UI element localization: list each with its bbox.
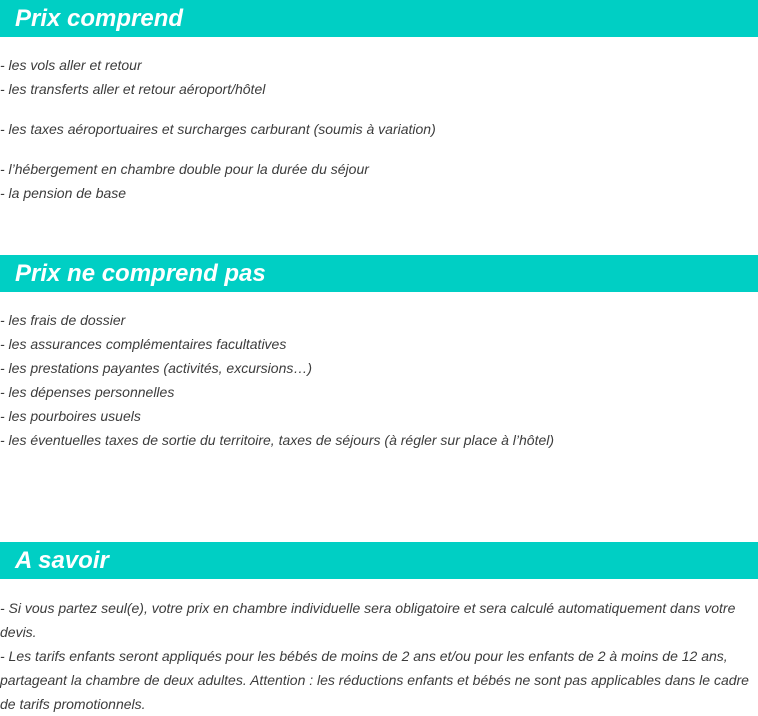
list-item: - les taxes aéroportuaires et surcharges carburant (soumis à variation) xyxy=(0,121,436,137)
list-item: - les éventuelles taxes de sortie du territoire, taxes de séjours (à régler sur place à l’hôtel) xyxy=(0,432,555,448)
list-item: - l’hébergement en chambre double pour la durée du séjour xyxy=(0,161,369,177)
section-header-prix-ne-comprend-pas xyxy=(0,255,758,292)
list-item: - les prestations payantes (activités, excursions…) xyxy=(0,360,313,376)
section-title: Prix comprend xyxy=(15,5,184,32)
list-item: - les frais de dossier xyxy=(0,312,126,328)
section-title: A savoir xyxy=(15,547,109,574)
list-item: - les pourboires usuels xyxy=(0,408,141,424)
section-header-prix-comprend xyxy=(0,0,758,37)
section-title: Prix ne comprend pas xyxy=(15,260,266,287)
list-item: - les dépenses personnelles xyxy=(0,384,175,400)
list-item: - les assurances complémentaires facultatives xyxy=(0,336,287,352)
list-item: - les transferts aller et retour aéroport/hôtel xyxy=(0,81,266,97)
list-item: - la pension de base xyxy=(0,185,127,201)
list-item: - les vols aller et retour xyxy=(0,57,142,73)
info-paragraph: - Les tarifs enfants seront appliqués pour les bébés de moins de 2 ans et/ou pour les enfants de 2 à moins de 12 ans, partageant la chambre de deux adultes. Attention : les réductions enfants et bébés ne sont pas applicables dans le cadre de tarifs promotionnels. xyxy=(0,648,749,712)
section-header-a-savoir xyxy=(0,542,758,579)
info-paragraph: - Si vous partez seul(e), votre prix en chambre individuelle sera obligatoire et sera calculé automatiquement dans votre devis. xyxy=(0,600,736,640)
